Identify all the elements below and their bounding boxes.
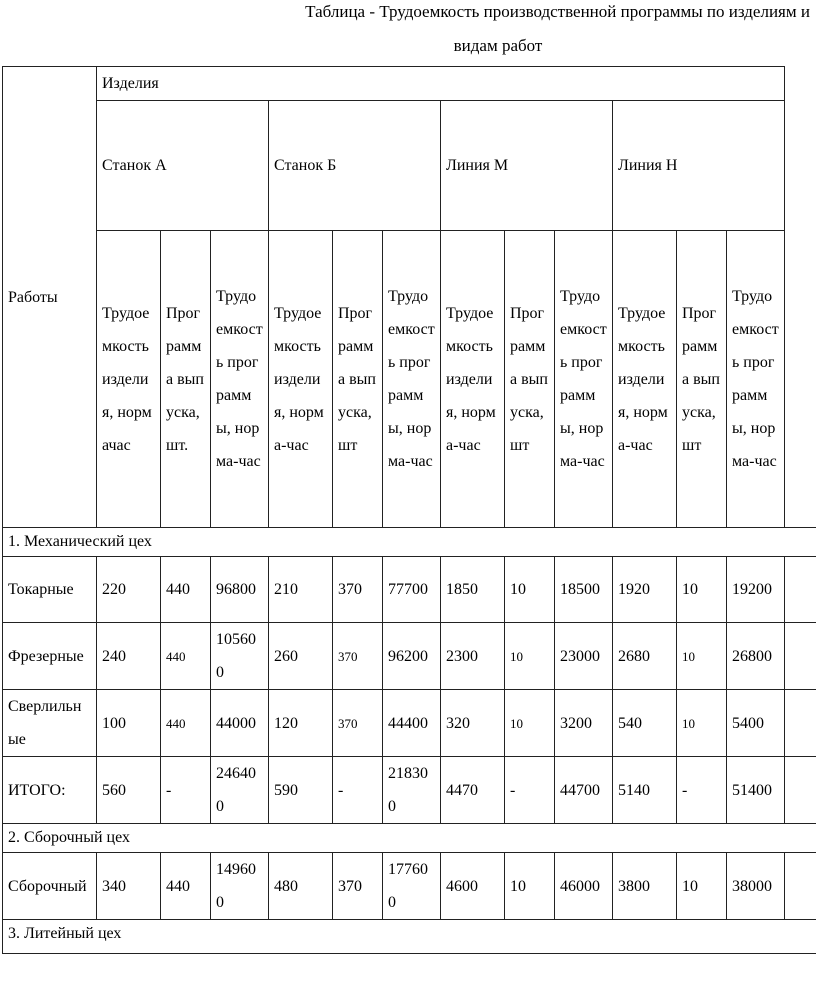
header-b-total: Трудоемкость программы, норма-час xyxy=(383,231,441,528)
header-n-labor: Трудоемкость изделия, норма-час xyxy=(613,231,677,528)
cell: 51400 xyxy=(727,757,785,824)
cell: 370 xyxy=(333,853,383,920)
header-group-n: Линия Н xyxy=(613,101,785,231)
cell: 10 xyxy=(677,853,727,920)
cell: 1920 xyxy=(613,557,677,623)
cell: 4470 xyxy=(441,757,505,824)
table-row xyxy=(3,557,816,623)
row-name: ИТОГО: xyxy=(3,757,97,824)
table-row-total xyxy=(3,757,816,824)
edge-cell xyxy=(785,690,816,757)
cell: 10 xyxy=(505,853,555,920)
cell: 44700 xyxy=(555,757,613,824)
cell: 2300 xyxy=(441,623,505,690)
cell: 5140 xyxy=(613,757,677,824)
row-name: Сверлильные xyxy=(3,690,97,757)
cell: 38000 xyxy=(727,853,785,920)
cell: 18500 xyxy=(555,557,613,623)
cell: - xyxy=(505,757,555,824)
cell: 370 xyxy=(333,557,383,623)
cell: 260 xyxy=(269,623,333,690)
table-row xyxy=(3,690,816,757)
cell: 1850 xyxy=(441,557,505,623)
header-products: Изделия xyxy=(97,67,785,101)
cell: 149600 xyxy=(211,853,269,920)
header-group-a: Станок А xyxy=(97,101,269,231)
cell: 120 xyxy=(269,690,333,757)
header-b-program: Программа выпуска, шт xyxy=(333,231,383,528)
cell: 77700 xyxy=(383,557,441,623)
cell: 440 xyxy=(161,853,211,920)
cell: 26800 xyxy=(727,623,785,690)
cell: 46000 xyxy=(555,853,613,920)
cell: 540 xyxy=(613,690,677,757)
edge-cell xyxy=(785,853,816,920)
cell: 440 xyxy=(161,690,211,757)
table-title: Таблица - Трудоемкость производственной программы по изделиям и xyxy=(305,2,810,21)
header-n-program: Программа выпуска, шт xyxy=(677,231,727,528)
cell: 100 xyxy=(97,690,161,757)
cell: - xyxy=(677,757,727,824)
cell: 210 xyxy=(269,557,333,623)
cell: 10 xyxy=(677,690,727,757)
cell: 10 xyxy=(677,557,727,623)
header-a-labor: Трудоемкость изделия, нормачас xyxy=(97,231,161,528)
labor-intensity-table xyxy=(2,66,816,954)
cell: 96200 xyxy=(383,623,441,690)
cell: - xyxy=(333,757,383,824)
cell: 44000 xyxy=(211,690,269,757)
cell: 105600 xyxy=(211,623,269,690)
cell: 3800 xyxy=(613,853,677,920)
header-group-b: Станок Б xyxy=(269,101,441,231)
cell: 240 xyxy=(97,623,161,690)
header-m-program: Программа выпуска, шт xyxy=(505,231,555,528)
empty-edge-cell xyxy=(785,67,816,528)
cell: 340 xyxy=(97,853,161,920)
cell: 220 xyxy=(97,557,161,623)
cell: 10 xyxy=(505,557,555,623)
header-m-total: Трудоемкость программы, норма-час xyxy=(555,231,613,528)
row-name: Сборочный xyxy=(3,853,97,920)
cell: 2680 xyxy=(613,623,677,690)
cell: 10 xyxy=(677,623,727,690)
cell: 4600 xyxy=(441,853,505,920)
cell: 3200 xyxy=(555,690,613,757)
cell: 177600 xyxy=(383,853,441,920)
header-group-m: Линия М xyxy=(441,101,613,231)
section-mechanical: 1. Механический цех xyxy=(3,528,816,557)
section-assembly: 2. Сборочный цех xyxy=(3,824,816,853)
section-foundry: 3. Литейный цех xyxy=(3,920,816,954)
cell: 96800 xyxy=(211,557,269,623)
row-name: Фрезерные xyxy=(3,623,97,690)
cell: 440 xyxy=(161,623,211,690)
cell: 10 xyxy=(505,690,555,757)
cell: 480 xyxy=(269,853,333,920)
edge-cell xyxy=(785,557,816,623)
edge-cell xyxy=(785,623,816,690)
header-n-total: Трудоемкость программы, норма-час xyxy=(727,231,785,528)
cell: 370 xyxy=(333,690,383,757)
cell: 10 xyxy=(505,623,555,690)
header-m-labor: Трудоемкость изделия, норма-час xyxy=(441,231,505,528)
row-name: Токарные xyxy=(3,557,97,623)
cell: 560 xyxy=(97,757,161,824)
edge-cell xyxy=(785,757,816,824)
cell: - xyxy=(161,757,211,824)
cell: 44400 xyxy=(383,690,441,757)
cell: 320 xyxy=(441,690,505,757)
header-a-total: Трудоемкость программы, норма-час xyxy=(211,231,269,528)
cell: 246400 xyxy=(211,757,269,824)
header-works: Работы xyxy=(3,67,97,528)
table-title-continued: видам работ xyxy=(453,36,543,55)
cell: 19200 xyxy=(727,557,785,623)
cell: 23000 xyxy=(555,623,613,690)
cell: 370 xyxy=(333,623,383,690)
cell: 218300 xyxy=(383,757,441,824)
cell: 440 xyxy=(161,557,211,623)
header-a-program: Программа выпуска, шт. xyxy=(161,231,211,528)
cell: 590 xyxy=(269,757,333,824)
cell: 5400 xyxy=(727,690,785,757)
table-row xyxy=(3,623,816,690)
table-row xyxy=(3,853,816,920)
header-b-labor: Трудоемкость изделия, норма-час xyxy=(269,231,333,528)
